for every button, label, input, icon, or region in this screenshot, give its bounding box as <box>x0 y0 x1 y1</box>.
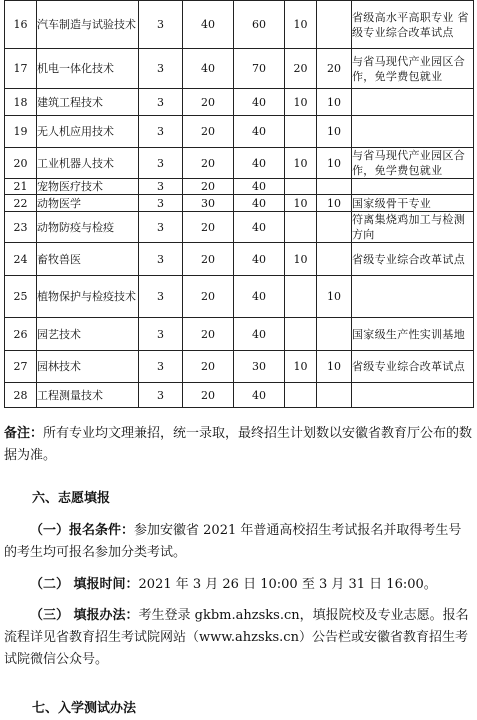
remark-cell <box>352 276 474 318</box>
major-name-cell: 机电一体化技术 <box>37 49 139 89</box>
paragraph-eligibility <box>4 520 473 564</box>
row-number-cell: 27 <box>5 351 37 383</box>
plan-cell: 40 <box>234 116 285 148</box>
plan-cell: 10 <box>317 351 352 383</box>
row-number-cell: 17 <box>5 49 37 89</box>
plan-cell: 60 <box>234 1 285 49</box>
plan-cell: 20 <box>285 49 317 89</box>
plan-cell: 10 <box>285 195 317 212</box>
table-body <box>5 1 474 408</box>
row-number-cell: 16 <box>5 1 37 49</box>
filing-time-label: （二） 填报时间： <box>30 577 139 592</box>
years-cell: 3 <box>139 212 183 243</box>
table-row <box>5 276 474 318</box>
plan-cell: 30 <box>234 351 285 383</box>
plan-cell <box>285 383 317 408</box>
major-name-cell: 建筑工程技术 <box>37 89 139 116</box>
table-row <box>5 116 474 148</box>
remark-cell: 省级高水平高职专业 省级专业综合改革试点 <box>352 1 474 49</box>
plan-cell: 10 <box>317 89 352 116</box>
major-name-cell: 动物医学 <box>37 195 139 212</box>
eligibility-text: 参加安徽省 2021 年普通高校招生考试报名并取得考生号的考生均可报名参加分类考试。 <box>4 523 462 560</box>
years-cell: 3 <box>139 116 183 148</box>
plan-cell: 40 <box>234 212 285 243</box>
plan-cell <box>285 179 317 195</box>
plan-cell <box>317 243 352 276</box>
table-row <box>5 351 474 383</box>
plan-cell: 40 <box>234 179 285 195</box>
major-name-cell: 工程测量技术 <box>37 383 139 408</box>
years-cell: 3 <box>139 195 183 212</box>
plan-cell <box>317 318 352 351</box>
row-number-cell: 24 <box>5 243 37 276</box>
table-row <box>5 89 474 116</box>
plan-cell: 10 <box>317 148 352 179</box>
remark-cell: 省级专业综合改革试点 <box>352 351 474 383</box>
row-number-cell: 22 <box>5 195 37 212</box>
table-row <box>5 243 474 276</box>
plan-cell: 20 <box>183 179 234 195</box>
plan-cell <box>317 212 352 243</box>
row-number-cell: 25 <box>5 276 37 318</box>
years-cell: 3 <box>139 89 183 116</box>
years-cell: 3 <box>139 276 183 318</box>
table-row <box>5 179 474 195</box>
plan-cell <box>285 318 317 351</box>
years-cell: 3 <box>139 383 183 408</box>
years-cell: 3 <box>139 49 183 89</box>
plan-cell: 40 <box>183 49 234 89</box>
remark-cell: 国家级骨干专业 <box>352 195 474 212</box>
years-cell: 3 <box>139 148 183 179</box>
years-cell: 3 <box>139 318 183 351</box>
plan-cell: 10 <box>285 89 317 116</box>
table-row <box>5 49 474 89</box>
years-cell: 3 <box>139 179 183 195</box>
table-row <box>5 212 474 243</box>
plan-cell <box>285 212 317 243</box>
plan-cell: 40 <box>234 276 285 318</box>
plan-cell <box>317 1 352 49</box>
plan-cell: 20 <box>183 212 234 243</box>
row-number-cell: 23 <box>5 212 37 243</box>
plan-cell: 40 <box>234 89 285 116</box>
remark-cell: 省级专业综合改革试点 <box>352 243 474 276</box>
remark-cell: 与省马现代产业园区合作，免学费包就业 <box>352 49 474 89</box>
row-number-cell: 18 <box>5 89 37 116</box>
table-row <box>5 318 474 351</box>
filing-time-text: 2021 年 3 月 26 日 10:00 至 3 月 31 日 16:00。 <box>138 577 437 592</box>
major-name-cell: 园艺技术 <box>37 318 139 351</box>
years-cell: 3 <box>139 351 183 383</box>
plan-cell: 20 <box>183 318 234 351</box>
filing-method-text: 考生登录 gkbm.ahzsks.cn，填报院校及专业志愿。报名流程详见省教育招生考试院网站（www.ahzsks.cn）公告栏或安徽省教育招生考试院微信公众号。 <box>4 608 469 667</box>
paragraph-filing-method <box>4 605 473 671</box>
row-number-cell: 28 <box>5 383 37 408</box>
plan-cell: 30 <box>183 195 234 212</box>
plan-cell: 40 <box>234 148 285 179</box>
row-number-cell: 20 <box>5 148 37 179</box>
years-cell: 3 <box>139 1 183 49</box>
table-row <box>5 383 474 408</box>
table-row <box>5 195 474 212</box>
plan-cell: 70 <box>234 49 285 89</box>
remark-paragraph <box>4 423 473 467</box>
major-name-cell: 植物保护与检疫技术 <box>37 276 139 318</box>
plan-cell: 20 <box>183 148 234 179</box>
section-heading-entrance-test: 七、入学测试办法 <box>32 701 137 716</box>
remark-cell: 与省马现代产业园区合作，免学费包就业 <box>352 148 474 179</box>
plan-cell: 10 <box>285 148 317 179</box>
major-name-cell: 动物防疫与检疫 <box>37 212 139 243</box>
major-name-cell: 汽车制造与试验技术 <box>37 1 139 49</box>
row-number-cell: 19 <box>5 116 37 148</box>
plan-cell: 40 <box>234 383 285 408</box>
plan-cell <box>317 383 352 408</box>
plan-cell: 40 <box>234 195 285 212</box>
plan-cell: 20 <box>183 116 234 148</box>
plan-cell: 10 <box>285 243 317 276</box>
remark-cell <box>352 89 474 116</box>
major-name-cell: 园林技术 <box>37 351 139 383</box>
plan-cell: 20 <box>183 351 234 383</box>
plan-cell: 20 <box>183 89 234 116</box>
table-row <box>5 1 474 49</box>
plan-cell: 20 <box>183 383 234 408</box>
plan-cell: 10 <box>317 116 352 148</box>
row-number-cell: 26 <box>5 318 37 351</box>
major-name-cell: 无人机应用技术 <box>37 116 139 148</box>
filing-method-label: （三） 填报办法： <box>30 608 139 623</box>
remark-cell: 符离集烧鸡加工与检测方向 <box>352 212 474 243</box>
major-name-cell: 工业机器人技术 <box>37 148 139 179</box>
years-cell: 3 <box>139 243 183 276</box>
plan-cell: 20 <box>183 276 234 318</box>
remark-cell <box>352 179 474 195</box>
remark-cell: 国家级生产性实训基地 <box>352 318 474 351</box>
enrollment-plan-table <box>4 0 474 408</box>
plan-cell: 10 <box>317 276 352 318</box>
major-name-cell: 宠物医疗技术 <box>37 179 139 195</box>
major-name-cell: 畜牧兽医 <box>37 243 139 276</box>
remark-cell <box>352 116 474 148</box>
remark-label: 备注： <box>4 426 44 441</box>
eligibility-label: （一）报名条件： <box>30 523 135 538</box>
plan-cell: 20 <box>317 49 352 89</box>
plan-cell: 40 <box>234 243 285 276</box>
remark-cell <box>352 383 474 408</box>
remark-text: 所有专业均文理兼招，统一录取，最终招生计划数以安徽省教育厅公布的数据为准。 <box>4 426 473 463</box>
plan-cell <box>285 276 317 318</box>
plan-cell: 40 <box>183 1 234 49</box>
plan-cell <box>317 179 352 195</box>
plan-cell: 10 <box>285 351 317 383</box>
table-row <box>5 148 474 179</box>
plan-cell: 20 <box>183 243 234 276</box>
plan-cell <box>285 116 317 148</box>
row-number-cell: 21 <box>5 179 37 195</box>
section-heading-volunteer: 六、志愿填报 <box>32 491 111 506</box>
plan-cell: 10 <box>285 1 317 49</box>
plan-cell: 40 <box>234 318 285 351</box>
plan-cell: 10 <box>317 195 352 212</box>
paragraph-filing-time <box>30 574 477 596</box>
